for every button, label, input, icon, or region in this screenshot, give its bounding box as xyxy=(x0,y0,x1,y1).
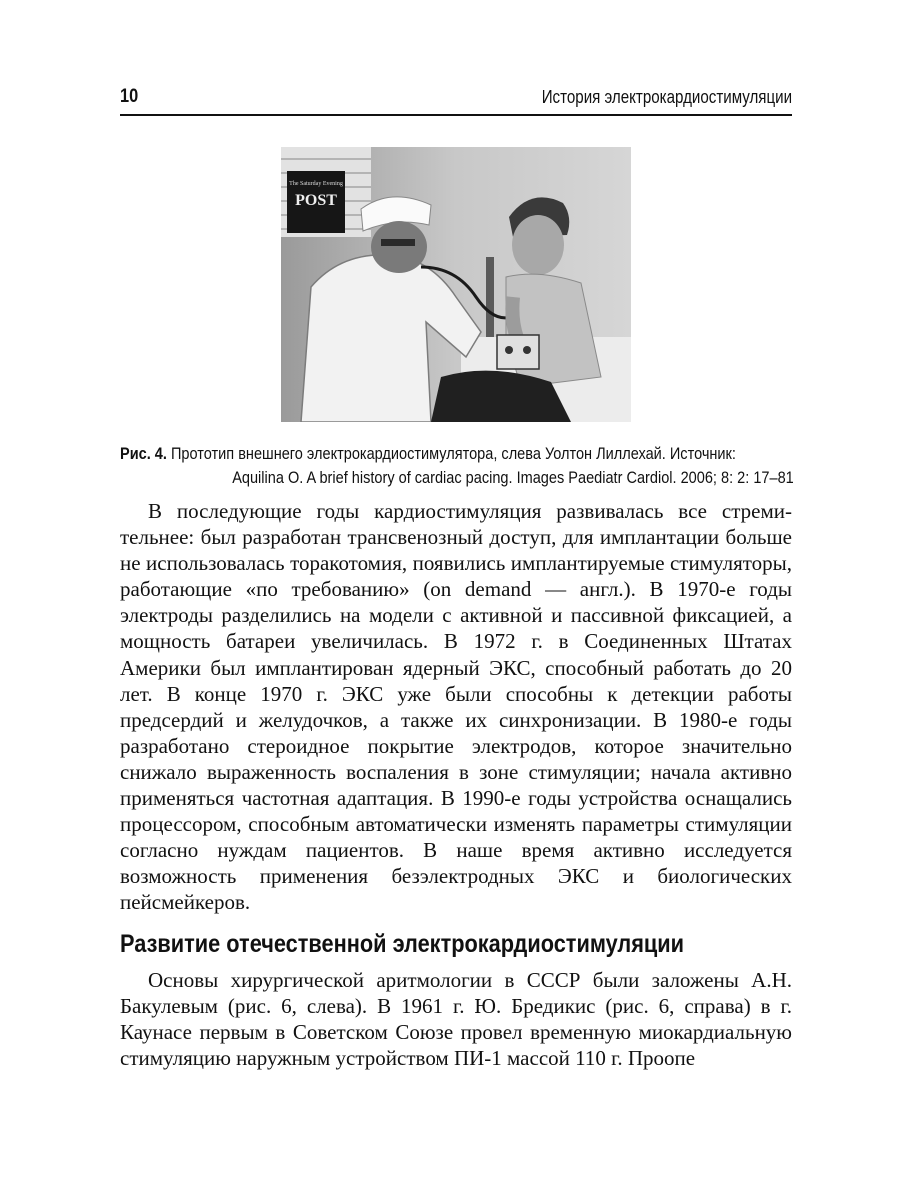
header-rule xyxy=(120,114,792,116)
body-paragraph-1: В последующие годы кардиостимуляция развивалась все стремительнее: был разработан трансвенозный доступ, для имплантации больше не использовалась торакотомия, появились имплантируемые стимуляторы, работающие «по требованию» (on demand — англ.). В 1970-е годы электроды разделились на модели с активной и пассивной фиксацией, а мощность батареи увеличилась. В 1972 г. в Соединенных Штатах Америки был имплантирован ядерный ЭКС, способный работать до 20 лет. В конце 1970 г. ЭКС уже были способны к детекции работы предсердий и желудочков, а также их синхронизации. В 1980-е годы разработано стероидное покрытие электродов, которое значительно снижало выраженность воспаления в зоне стимуляции; начала активно применяться частотная адаптация. В 1990-е годы устройства оснащались процессором, способным автоматически изменять параметры стимуляции согласно нуждам пациентов. В наше время активно исследуется возможность применения безэлектродных ЭКС и биологических пейсмейкеров. xyxy=(120,499,792,915)
magazine-masthead-small: The Saturday Evening xyxy=(289,181,343,187)
figure-photo-drawing xyxy=(281,147,631,422)
caption-line-2: Aquilina O. A brief history of cardiac pacing. Images Paediatr Cardiol. 2006; 8: 2: 17–81 xyxy=(232,468,794,487)
running-title: История электрокардиостимуляции xyxy=(541,87,792,107)
page-number: 10 xyxy=(120,86,139,107)
photo-device-knob-1 xyxy=(505,346,513,354)
caption-label: Рис. 4. xyxy=(120,444,167,463)
caption-line-1 xyxy=(120,442,794,466)
photo-doctor-glasses xyxy=(381,239,415,246)
figure-caption xyxy=(120,442,794,490)
caption-text-1: Прототип внешнего электрокардиостимулятора, слева Уолтон Лиллехай. Источник: xyxy=(166,444,736,463)
body-paragraph-2: Основы хирургической аритмологии в СССР были заложены А.Н. Бакулевым (рис. 6, слева). В 1961 г. Ю. Бредикис (рис. 6, справа) в г. Каунасе первым в Советском Союзе провел временную миокардиальную стимуляцию наружным устройством ПИ-1 массой 110 г. Проопе xyxy=(120,968,792,1071)
magazine-masthead-large: POST xyxy=(295,192,337,209)
section-heading: Развитие отечественной электрокардиостимуляции xyxy=(120,930,685,958)
figure-photo xyxy=(281,147,631,422)
photo-pacemaker-device xyxy=(497,335,539,369)
photo-device-knob-2 xyxy=(523,346,531,354)
photo-doctor-face xyxy=(371,221,427,273)
photo-boy-face xyxy=(512,215,564,275)
